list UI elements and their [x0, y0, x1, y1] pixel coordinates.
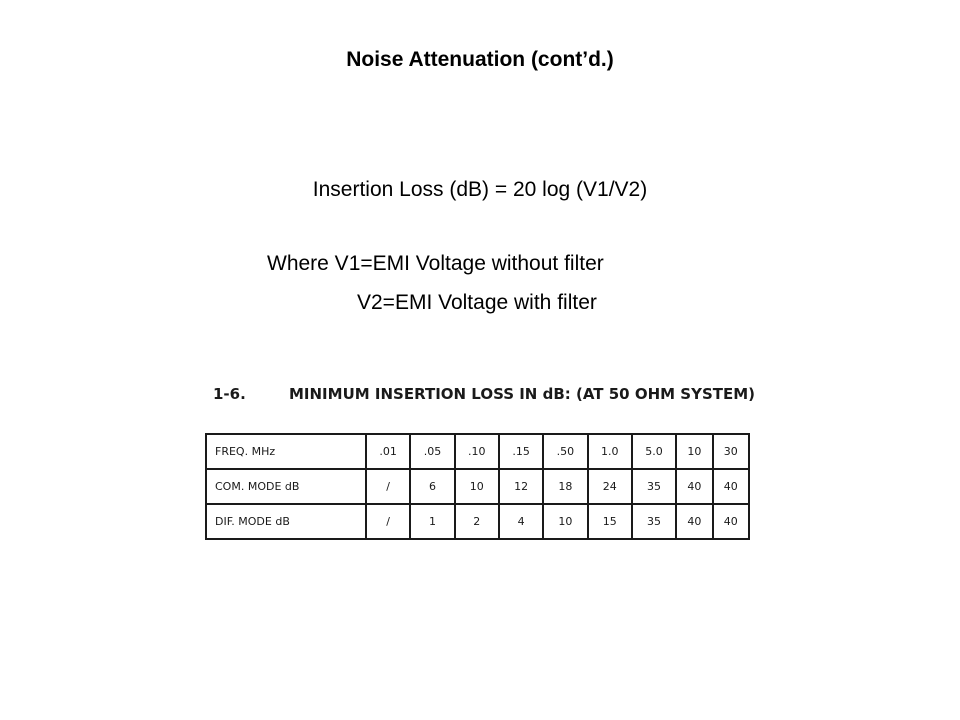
table-cell: 40 — [676, 469, 712, 504]
table-cell: 24 — [588, 469, 632, 504]
table-cell: 12 — [499, 469, 543, 504]
table-cell: .15 — [499, 434, 543, 469]
table-cell: / — [366, 469, 410, 504]
table-cell: .01 — [366, 434, 410, 469]
slide-title: Noise Attenuation (cont’d.) — [346, 48, 614, 71]
table-cell: 40 — [713, 469, 749, 504]
table-cell: 1 — [410, 504, 454, 539]
table-cell: 4 — [499, 504, 543, 539]
row-label: DIF. MODE dB — [206, 504, 366, 539]
table-cell: 18 — [543, 469, 587, 504]
table-cell: 10 — [543, 504, 587, 539]
table-row-differential-mode — [206, 504, 749, 539]
table-cell: 15 — [588, 504, 632, 539]
table-cell: 40 — [676, 504, 712, 539]
table-cell: .50 — [543, 434, 587, 469]
insertion-loss-table — [205, 433, 750, 540]
table-cell: 30 — [713, 434, 749, 469]
where-v2-definition: V2=EMI Voltage with filter — [357, 291, 597, 314]
table-row-common-mode — [206, 469, 749, 504]
table-cell: .10 — [455, 434, 499, 469]
table-cell: 35 — [632, 504, 676, 539]
table-cell: 2 — [455, 504, 499, 539]
table-cell: 10 — [676, 434, 712, 469]
table-cell: 40 — [713, 504, 749, 539]
table-row-frequency — [206, 434, 749, 469]
figure-caption-text: MINIMUM INSERTION LOSS IN dB: (AT 50 OHM SYSTEM) — [289, 385, 756, 403]
table-cell: 1.0 — [588, 434, 632, 469]
where-v1-definition: Where V1=EMI Voltage without filter — [267, 252, 604, 275]
table-cell: 5.0 — [632, 434, 676, 469]
table-cell: 35 — [632, 469, 676, 504]
table-cell: .05 — [410, 434, 454, 469]
row-label: COM. MODE dB — [206, 469, 366, 504]
table-cell: / — [366, 504, 410, 539]
figure-caption — [213, 385, 755, 403]
figure-number: 1-6. — [213, 385, 246, 403]
table-cell: 10 — [455, 469, 499, 504]
insertion-loss-formula: Insertion Loss (dB) = 20 log (V1/V2) — [312, 178, 648, 201]
table-cell: 6 — [410, 469, 454, 504]
row-label: FREQ. MHz — [206, 434, 366, 469]
